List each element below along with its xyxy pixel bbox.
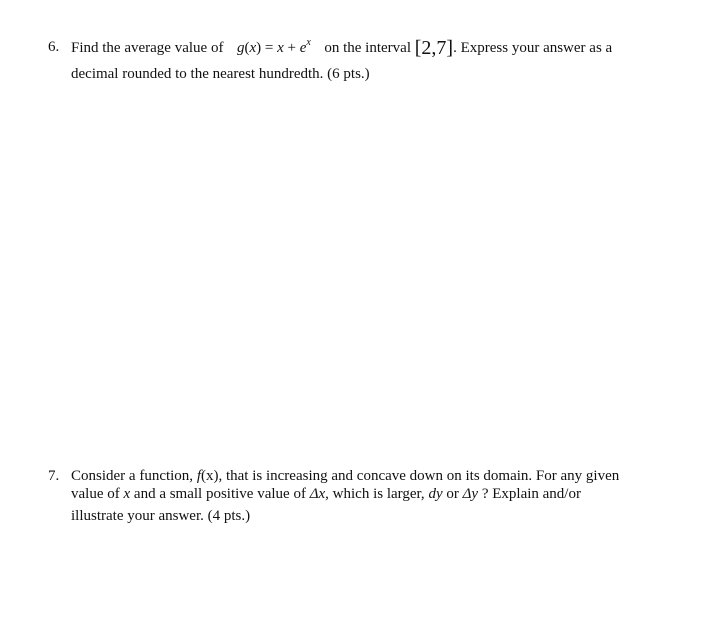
function-exponent: x [306, 37, 311, 48]
problem-6-line-1 [71, 38, 612, 58]
function-paren-open: ( [244, 40, 250, 56]
problem-7-text-e: , which is larger, [325, 486, 425, 502]
interval-value: [2,7] [414, 37, 454, 59]
function-equals: ) = [256, 40, 278, 56]
problem-7-line-1 [71, 468, 619, 485]
problem-6-text-interval: on the interval [324, 40, 411, 56]
problem-7-text-d: and a small positive value of [133, 486, 306, 502]
function-name-g: g [236, 40, 245, 56]
problem-7-number: 7. [48, 468, 60, 484]
problem-6-number: 6. [48, 39, 60, 55]
problem-6-text-lead: Find the average value of [71, 40, 224, 56]
function-e: e [299, 40, 307, 56]
problem-7-text-c: value of [71, 486, 120, 502]
function-f-arg: (x) [200, 468, 219, 484]
problem-7-line-2 [71, 486, 581, 503]
function-arg-x: x [249, 40, 257, 56]
problem-6-line-2: decimal rounded to the nearest hundredth. (6 pts.) [71, 66, 370, 82]
problem-7-text-or: or [446, 486, 459, 502]
problem-7-line-3: illustrate your answer. (4 pts.) [71, 508, 251, 524]
delta-x: Δx [309, 486, 326, 502]
differential-dy: dy [428, 486, 443, 502]
problem-6-text-tail: . Express your answer as a [453, 40, 613, 56]
delta-y: Δy [462, 486, 479, 502]
problem-7-text-a: Consider a function, [71, 468, 194, 484]
variable-x: x [123, 486, 131, 502]
problem-7-text-b: , that is increasing and concave down on its domain. For any given [218, 468, 620, 484]
function-name-f: f [196, 468, 201, 484]
problem-7-text-f: ? Explain and/or [481, 486, 581, 502]
function-plus: + [283, 40, 300, 56]
function-rhs-x: x [277, 40, 284, 56]
